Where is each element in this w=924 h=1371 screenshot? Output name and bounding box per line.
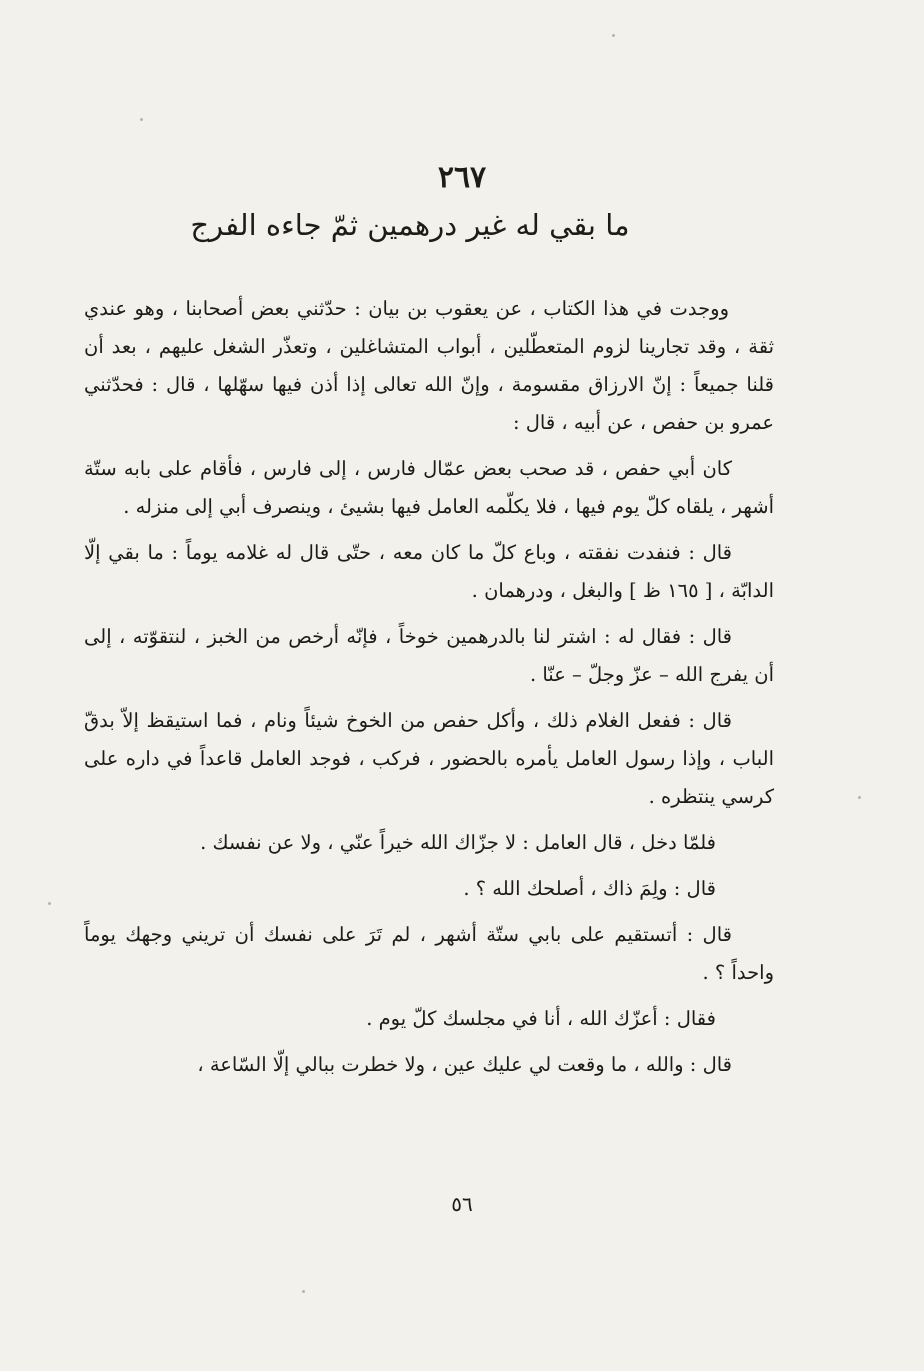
paragraph-hafs-at-door: كان أبي حفص ، قد صحب بعض عمّال فارس ، إلى فارس ، فأقام على بابه ستّة أشهر ، يلقاه كلّ يوم فيها ، فلا يكلّمه العامل فيها بشيئ ، وينصرف أبي إلى منزله .: [84, 457, 774, 518]
paragraph-governor-rebuke: فلمّا دخل ، قال العامل : لا جزّاك الله خيراً عنّي ، ولا عن نفسك .: [200, 831, 716, 854]
paragraph-money-ran-out: قال : فنفدت نفقته ، وباع كلّ ما كان معه ، حتّى قال له غلامه يوماً : ما بقي إلّا الدابّة ، [ ١٦٥ ظ ] والبغل ، ودرهمان .: [84, 541, 774, 602]
paragraph-never-saw: قال : والله ، ما وقعت لي عليك عين ، ولا خطرت ببالي إلّا السّاعة ،: [197, 1053, 732, 1076]
story-body: [84, 290, 774, 1092]
paragraph-summoned: قال : ففعل الغلام ذلك ، وأكل حفص من الخوخ شيئاً ونام ، فما استيقظ إلاّ بدقّ الباب ، وإذا رسول العامل يأمره بالحضور ، فركب ، فوجد العامل قاعداً في داره على كرسي ينتظره .: [84, 709, 774, 808]
paragraph-isnad: ووجدت في هذا الكتاب ، عن يعقوب بن بيان : حدّثني بعض أصحابنا ، وهو عندي ثقة ، وقد تجارينا لزوم المتعطّلين ، أبواب المتشاغلين ، وتعذّر الشغل عليهم ، بعد أن قلنا جميعاً : إنّ الارزاق مقسومة ، وإنّ الله تعالى إذا أذن فيها سهّلها ، قال : فحدّثني عمرو بن حفص ، عن أبيه ، قال :: [84, 297, 774, 434]
paper-speck: [48, 902, 51, 905]
paper-speck: [302, 1290, 305, 1293]
paragraph-buy-peaches: قال : فقال له : اشتر لنا بالدرهمين خوخاً ، فإنّه أرخص من الخبز ، لنتقوّته ، إلى أن يفرج الله – عزّ وجلّ – عنّا .: [84, 625, 774, 686]
paragraph-why: قال : ولِمَ ذاك ، أصلحك الله ؟ .: [463, 877, 716, 900]
page-number: ٥٦: [451, 1192, 473, 1216]
story-number: ٢٦٧: [437, 160, 487, 195]
paragraph-every-day: فقال : أعزّك الله ، أنا في مجلسك كلّ يوم .: [366, 1007, 716, 1030]
paper-speck: [140, 118, 143, 121]
paper-speck: [612, 34, 615, 37]
paragraph-six-months: قال : أتستقيم على بابي ستّة أشهر ، لم تَرَ على نفسك أن تريني وجهك يوماً واحداً ؟ .: [84, 923, 774, 984]
story-title: ما بقي له غير درهمين ثمّ جاءه الفرج: [190, 208, 630, 242]
paper-speck: [858, 796, 861, 799]
